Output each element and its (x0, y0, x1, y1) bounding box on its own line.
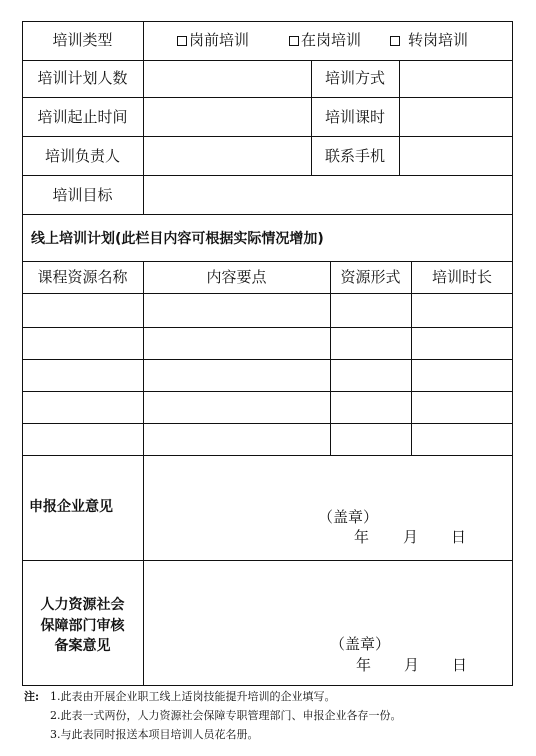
manager-label: 培训负责人 (44, 147, 120, 165)
hr-seal: （盖章） (330, 635, 391, 653)
notes-prefix: 注: (24, 690, 40, 703)
checkbox-transfer[interactable] (390, 36, 400, 46)
option-transfer[interactable] (390, 31, 468, 49)
hr-date-year: 年 (356, 656, 372, 674)
hours-label: 培训课时 (324, 108, 385, 126)
method-label: 培训方式 (324, 69, 385, 87)
option-transfer-label: 转岗培训 (408, 31, 469, 49)
period-label: 培训起止时间 (37, 108, 128, 126)
enterprise-date-month: 月 (403, 528, 419, 546)
note-item-2: 2.此表一式两份，人力资源社会保障专职管理部门、申报企业各存一份。 (50, 709, 402, 722)
hr-opinion-label-line1: 人力资源社会 (40, 597, 125, 613)
hr-date-month: 月 (404, 656, 420, 674)
checkbox-pre-job[interactable] (177, 36, 187, 46)
training-type-label: 培训类型 (52, 31, 113, 49)
enterprise-seal: （盖章） (318, 508, 379, 526)
col-duration: 培训时长 (431, 268, 492, 286)
enterprise-date-year: 年 (354, 528, 370, 546)
note-item-1: 1.此表由开展企业职工线上适岗技能提升培训的企业填写。 (50, 690, 336, 703)
option-on-job[interactable] (289, 31, 361, 49)
hr-opinion-label-line3: 备案意见 (54, 638, 111, 654)
col-resource-form: 资源形式 (340, 268, 401, 286)
option-pre-job-label: 岗前培训 (189, 31, 250, 49)
col-course-name: 课程资源名称 (37, 268, 128, 286)
goal-label: 培训目标 (52, 186, 113, 204)
option-pre-job[interactable] (177, 31, 249, 49)
headcount-label: 培训计划人数 (37, 69, 128, 87)
hr-opinion-label-line2: 保障部门审核 (40, 618, 125, 634)
phone-label: 联系手机 (324, 147, 385, 165)
col-content-points: 内容要点 (206, 268, 267, 286)
option-on-job-label: 在岗培训 (301, 31, 362, 49)
hr-date-day: 日 (452, 656, 468, 674)
checkbox-on-job[interactable] (289, 36, 299, 46)
online-plan-heading: 线上培训计划(此栏目内容可根据实际情况增加) (31, 231, 324, 247)
enterprise-opinion-label: 申报企业意见 (29, 499, 113, 515)
enterprise-date-day: 日 (451, 528, 467, 546)
note-item-3: 3.与此表同时报送本项目培训人员花名册。 (50, 728, 259, 741)
